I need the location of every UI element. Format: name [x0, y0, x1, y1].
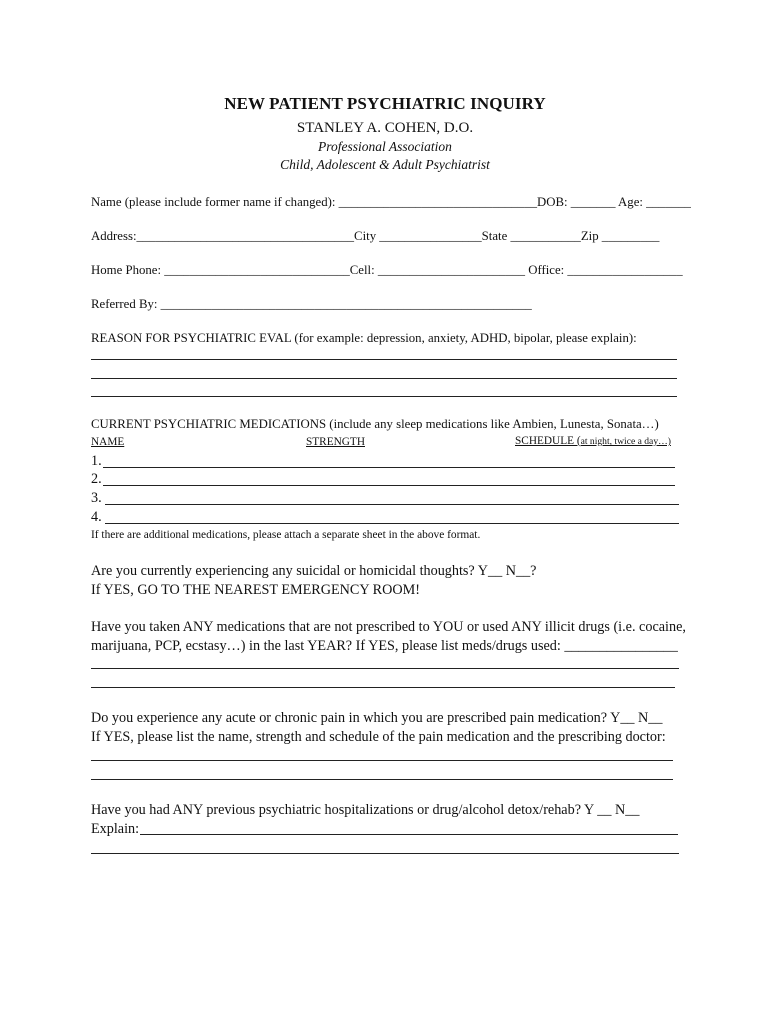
hospitalization-question[interactable]: Have you had ANY previous psychiatric hospitalizations or drug/alcohol detox/rehab? Y __ N__ — [91, 802, 640, 818]
schedule-note: at night, twice a day…) — [580, 436, 671, 447]
referred-by-field[interactable]: Referred By: __________________________________________________________ — [91, 297, 532, 311]
med-row-3-label: 3. — [91, 490, 102, 506]
med-row-2-line[interactable] — [103, 485, 675, 486]
drugs-question-line-2[interactable]: marijuana, PCP, ecstasy…) in the last YEAR? If YES, please list meds/drugs used: ________________ — [91, 638, 678, 654]
specialty-label: Child, Adolescent & Adult Psychiatrist — [280, 157, 490, 172]
schedule-label: SCHEDULE ( — [515, 435, 581, 447]
emergency-warning: If YES, GO TO THE NEAREST EMERGENCY ROOM! — [91, 582, 420, 598]
drugs-question-line-1: Have you taken ANY medications that are not prescribed to YOU or used ANY illicit drugs (i.e. cocaine, — [91, 619, 686, 635]
suicidal-question[interactable]: Are you currently experiencing any suicidal or homicidal thoughts? Y__ N__? — [91, 563, 537, 579]
med-row-2-label: 2. — [91, 471, 102, 487]
med-row-4-line[interactable] — [105, 523, 679, 524]
pain-question-line-2: If YES, please list the name, strength and schedule of the pain medication and the prescribing doctor: — [91, 729, 666, 745]
reason-answer-line-2[interactable] — [91, 378, 677, 379]
phone-fields[interactable]: Home Phone: _____________________________Cell: _______________________ Office: __________________ — [91, 263, 683, 277]
address-city-state-zip-field[interactable]: Address:__________________________________City ________________State ___________Zip _________ — [91, 229, 660, 243]
col-schedule-header — [515, 435, 671, 447]
explain-line-2[interactable] — [91, 853, 679, 854]
pain-question-line-1[interactable]: Do you experience any acute or chronic pain in which you are prescribed pain medication? Y__ N__ — [91, 710, 663, 726]
form-title: NEW PATIENT PSYCHIATRIC INQUIRY — [224, 94, 546, 113]
col-strength-header: STRENGTH — [306, 436, 365, 448]
med-row-4-label: 4. — [91, 509, 102, 525]
col-name-header: NAME — [91, 436, 125, 448]
reason-answer-line-1[interactable] — [91, 359, 677, 360]
reason-prompt: REASON FOR PSYCHIATRIC EVAL (for example: depression, anxiety, ADHD, bipolar, please explain): — [91, 331, 637, 345]
name-dob-age-field[interactable]: Name (please include former name if changed): _______________________________DOB: _______ Age: _______ — [91, 195, 691, 209]
medications-note: If there are additional medications, please attach a separate sheet in the above format. — [91, 529, 481, 541]
pain-answer-line-1[interactable] — [91, 760, 673, 761]
pain-answer-line-2[interactable] — [91, 779, 673, 780]
association-label: Professional Association — [318, 139, 452, 154]
doctor-name: STANLEY A. COHEN, D.O. — [296, 120, 474, 136]
med-row-3-line[interactable] — [105, 504, 679, 505]
explain-label: Explain: — [91, 821, 140, 837]
reason-answer-line-3[interactable] — [91, 396, 677, 397]
medications-heading: CURRENT PSYCHIATRIC MEDICATIONS (include any sleep medications like Ambien, Lunesta, Sonata…) — [91, 417, 659, 431]
med-row-1-label: 1. — [91, 453, 102, 469]
med-row-1-line[interactable] — [103, 467, 675, 468]
drugs-answer-line-1[interactable] — [91, 668, 679, 669]
explain-line-1[interactable] — [140, 834, 678, 835]
drugs-answer-line-2[interactable] — [91, 687, 675, 688]
